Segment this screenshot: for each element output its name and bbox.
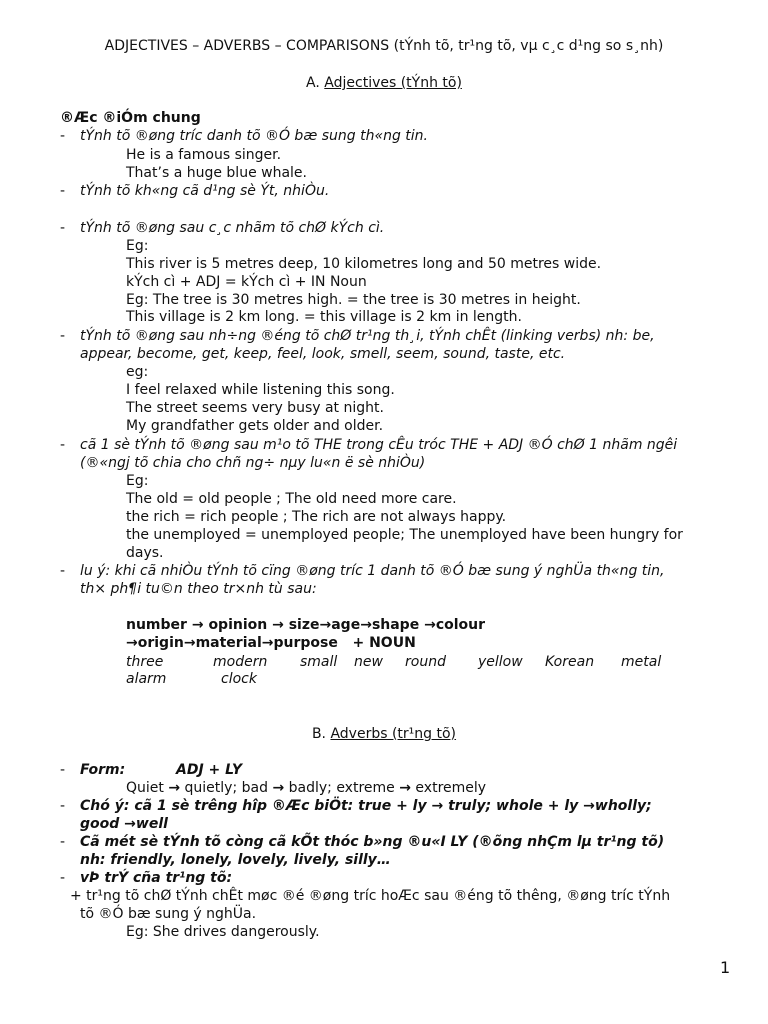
order-purpose: purpose — [273, 635, 338, 651]
form-example-word: quietly; bad — [184, 780, 268, 796]
note-text: Chó ý: cã 1 sè trêng hîp ®Æc biÖt: true + ly — [80, 798, 427, 814]
note-text: good — [80, 816, 120, 832]
document-title: ADJECTIVES – ADVERBS – COMPARISONS (tÝnh tõ, tr¹ng tõ, vµ c¸c d¹ng so s¸nh) — [104, 38, 664, 54]
arrow-icon: → — [124, 816, 136, 832]
arrow-icon: → — [272, 617, 284, 633]
section-b-heading — [0, 725, 768, 743]
adj-rule-4-line1: tÝnh tõ ®øng sau nh÷ng ®éng tõ chØ tr¹ng th¸i, tÝnh chÊt (linking verbs) nh: be, — [80, 328, 655, 344]
order-example-word: round — [405, 654, 446, 670]
order-opinion: opinion — [208, 617, 268, 633]
arrow-icon: → — [360, 617, 372, 633]
general-features-heading: ®Æc ®iÓm chung — [60, 110, 201, 126]
bullet-dash: - — [60, 128, 66, 144]
bullet-dash: - — [60, 870, 66, 886]
arrow-icon: → — [183, 635, 196, 651]
order-size: size — [288, 617, 320, 633]
order-example-word: small — [300, 654, 338, 670]
arrow-icon: → — [126, 635, 138, 651]
form-example-word: extremely — [415, 780, 487, 796]
section-b-letter: B. — [311, 726, 327, 742]
bullet-dash: - — [60, 220, 66, 236]
adj-rule-1: tÝnh tõ ®øng tríc danh tõ ®Ó bæ sung th«ng tin. — [80, 128, 428, 144]
adj-rule-4-line2: appear, become, get, keep, feel, look, smell, seem, sound, taste, etc. — [80, 346, 566, 362]
form-example — [126, 779, 486, 797]
form-value: ADJ + LY — [176, 762, 243, 778]
adverb-note-1-line1 — [80, 797, 652, 815]
example-label: eg: — [126, 364, 149, 380]
adjective-order-line1 — [126, 616, 485, 634]
section-a-heading — [0, 74, 768, 92]
example-line: That’s a huge blue whale. — [126, 165, 307, 181]
order-example-word: clock — [221, 671, 257, 687]
example-line: The old = old people ; The old need more care. — [126, 491, 457, 507]
note-text: well — [135, 816, 168, 832]
order-example-word: alarm — [126, 671, 167, 687]
example-label: Eg: — [126, 473, 149, 489]
order-example-word: metal — [621, 654, 662, 670]
order-material: material — [195, 635, 262, 651]
arrow-icon: → — [583, 798, 595, 814]
order-example-word: three — [126, 654, 164, 670]
bullet-dash: - — [60, 798, 66, 814]
example-line: He is a famous singer. — [126, 147, 282, 163]
adj-rule-3: tÝnh tõ ®øng sau c¸c nhãm tõ chØ kÝch cì. — [80, 220, 385, 236]
arrow-icon: → — [168, 780, 181, 796]
arrow-icon: → — [319, 617, 332, 633]
section-a-title: Adjectives (tÝnh tõ) — [324, 75, 462, 91]
bullet-dash: - — [60, 834, 66, 850]
bullet-dash: - — [60, 563, 66, 579]
order-number: number — [126, 617, 187, 633]
page-number: 1 — [720, 958, 731, 977]
example-line: the rich = rich people ; The rich are not always happy. — [126, 509, 507, 525]
adverb-note-2-line1: Cã mét sè tÝnh tõ còng cã kÕt thóc b»ng ®u«I LY (®õng nhÇm lµ tr¹ng tõ) — [80, 834, 665, 850]
example-line: This river is 5 metres deep, 10 kilometres long and 50 metres wide. — [126, 256, 602, 272]
order-shape: shape — [371, 617, 420, 633]
example-label: Eg: — [126, 238, 149, 254]
order-noun: + NOUN — [352, 635, 416, 651]
example-line: This village is 2 km long. = this village is 2 km in length. — [126, 309, 522, 325]
arrow-icon: → — [261, 635, 274, 651]
adverb-position-line1: + tr¹ng tõ chØ tÝnh chÊt møc ®é ®øng tríc hoÆc sau ®éng tõ thêng, ®øng tríc tÝnh — [70, 888, 671, 904]
arrow-icon: → — [424, 617, 436, 633]
example-line: My grandfather gets older and older. — [126, 418, 384, 434]
example-line: days. — [126, 545, 164, 561]
order-example-word: yellow — [478, 654, 523, 670]
adverb-note-1-line2 — [80, 815, 168, 833]
example-line: the unemployed = unemployed people; The unemployed have been hungry for — [126, 527, 683, 543]
section-b-title: Adverbs (tr¹ng tõ) — [330, 726, 457, 742]
adjective-order-line2 — [126, 634, 416, 652]
note-text: truly; whole + ly — [448, 798, 579, 814]
bullet-dash: - — [60, 328, 66, 344]
adverb-position-heading: vÞ trÝ cña tr¹ng tõ: — [80, 870, 233, 886]
adj-rule-5-line2: (®«ngj tõ chia cho chñ ng÷ nµy lu«n ë sè nhiÒu) — [80, 455, 426, 471]
example-line: The street seems very busy at night. — [126, 400, 384, 416]
order-example-word: Korean — [545, 654, 595, 670]
order-age: age — [331, 617, 361, 633]
adj-rule-6-line1: lu ý: khi cã nhiÒu tÝnh tõ cïng ®øng tríc 1 danh tõ ®Ó bæ sung ý nghÜa th«ng tin, — [80, 563, 665, 579]
order-origin: origin — [137, 635, 184, 651]
note-text: wholly; — [594, 798, 652, 814]
adj-rule-6-line2: th× ph¶i tu©n theo tr×nh tù sau: — [80, 581, 317, 597]
example-line: Eg: She drives dangerously. — [126, 924, 320, 940]
bullet-dash: - — [60, 183, 66, 199]
order-example-word: modern — [213, 654, 268, 670]
order-colour: colour — [435, 617, 486, 633]
adverb-position-line2: tõ ®Ó bæ sung ý nghÜa. — [80, 906, 257, 922]
form-label: Form: — [80, 762, 126, 778]
bullet-dash: - — [60, 437, 66, 453]
adj-rule-5-line1: cã 1 sè tÝnh tõ ®øng sau m¹o tõ THE trong cÊu tróc THE + ADJ ®Ó chØ 1 nhãm ngêi — [80, 437, 678, 453]
adverb-note-2-line2: nh: friendly, lonely, lovely, lively, silly… — [80, 852, 391, 868]
arrow-icon: → — [399, 780, 411, 796]
example-line: I feel relaxed while listening this song. — [126, 382, 395, 398]
adj-rule-2: tÝnh tõ kh«ng cã d¹ng sè Ýt, nhiÒu. — [80, 183, 330, 199]
form-example-word: Quiet — [126, 780, 164, 796]
example-line: Eg: The tree is 30 metres high. = the tree is 30 metres in height. — [126, 292, 581, 308]
arrow-icon: → — [431, 798, 444, 814]
example-line: kÝch cì + ADJ = kÝch cì + IN Noun — [126, 274, 367, 290]
form-example-word: badly; extreme — [288, 780, 395, 796]
order-example-word: new — [354, 654, 383, 670]
arrow-icon: → — [272, 780, 285, 796]
arrow-icon: → — [191, 617, 204, 633]
section-a-letter: A. — [306, 75, 320, 91]
bullet-dash: - — [60, 762, 66, 778]
